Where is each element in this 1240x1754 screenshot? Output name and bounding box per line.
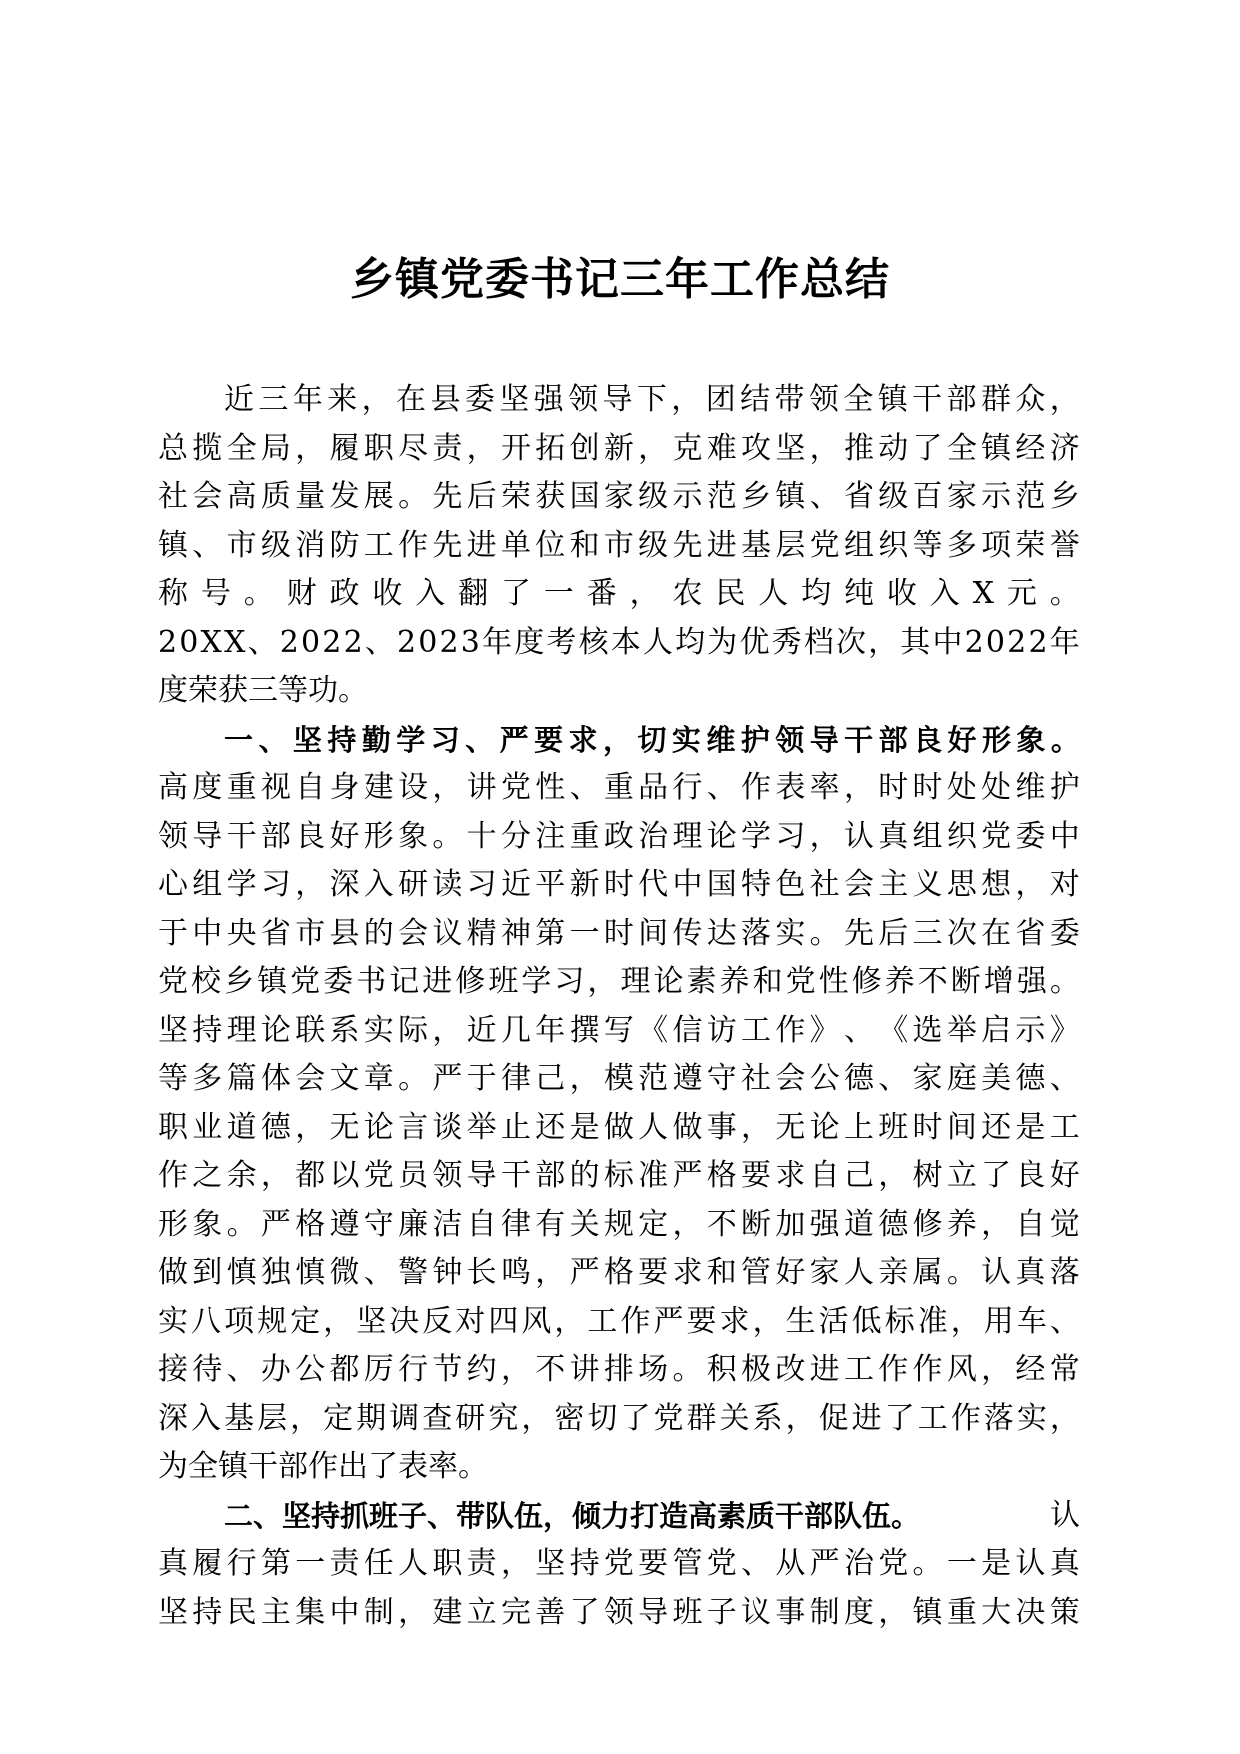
text-line: 总 揽 全 局 ， 履 职 尽 责 ， 开 拓 创 新 ， 克 难 攻 坚 ， 推 动 了 全 镇 经 济	[158, 430, 1080, 466]
text-line: 于 中 央 省 市 县 的 会 议 精 神 第 一 时 间 传 达 落 实 。 先 后 三 次 在 省 委	[158, 915, 1080, 951]
section-heading-2-line	[158, 1492, 1080, 1541]
text-line: 职 业 道 德 ， 无 论 言 谈 举 止 还 是 做 人 做 事 ， 无 论 上 班 时 间 还 是 工	[158, 1109, 1080, 1145]
text-line: 党 校 乡 镇 党 委 书 记 进 修 班 学 习 ， 理 论 素 养 和 党 性 修 养 不 断 增 强 。	[158, 964, 1080, 999]
line-text: 认	[1050, 1497, 1080, 1533]
text-line: 高 度 重 视 自 身 建 设 ， 讲 党 性 、 重 品 行 、 作 表 率 ， 时 时 处 处 维 护	[158, 770, 1080, 805]
section-heading-1: 一 、 坚 持 勤 学 习 、 严 要 求 ， 切 实 维 护 领 导 干 部 良 好 形 象 。	[224, 722, 1080, 757]
line-text: 为全镇干部作出了表率。	[158, 1449, 488, 1484]
text-line: 实 八 项 规 定 ， 坚 决 反 对 四 风 ， 工 作 严 要 求 ， 生 活 低 标 准 ， 用 车 、	[158, 1303, 1080, 1339]
text-line: 称 号 。 财 政 收 入 翻 了 一 番 ， 农 民 人 均 纯 收 入 X 元 。	[158, 576, 1080, 611]
text-line: 深 入 基 层 ， 定 期 调 查 研 究 ， 密 切 了 党 群 关 系 ， 促 进 了 工 作 落 实 ，	[158, 1400, 1080, 1436]
text-line: 社 会 高 质 量 发 展 。 先 后 荣 获 国 家 级 示 范 乡 镇 、 省 级 百 家 示 范 乡	[158, 479, 1080, 514]
section-heading-2: 二、坚持抓班子、带队伍，倾力打造高素质干部队伍。	[224, 1498, 921, 1533]
text-line: 心 组 学 习 ， 深 入 研 读 习 近 平 新 时 代 中 国 特 色 社 会 主 义 思 想 ， 对	[158, 867, 1080, 902]
text-line: 形 象 。 严 格 遵 守 廉 洁 自 律 有 关 规 定 ， 不 断 加 强 道 德 修 养 ， 自 觉	[158, 1206, 1080, 1242]
text-line: 作 之 余 ， 都 以 党 员 领 导 干 部 的 标 准 严 格 要 求 自 己 ， 树 立 了 良 好	[158, 1158, 1080, 1193]
text-line: 真 履 行 第 一 责 任 人 职 责 ， 坚 持 党 要 管 党 、 从 严 治 党 。 一 是 认 真	[158, 1546, 1080, 1581]
text-line: 坚 持 民 主 集 中 制 ， 建 立 完 善 了 领 导 班 子 议 事 制 度 ， 镇 重 大 决 策	[158, 1594, 1080, 1630]
text-line	[158, 1443, 1080, 1492]
text-line: 接 待 、 办 公 都 厉 行 节 约 ， 不 讲 排 场 。 积 极 改 进 工 作 作 风 ， 经 常	[158, 1352, 1080, 1387]
text-line: 做 到 慎 独 慎 微 、 警 钟 长 鸣 ， 严 格 要 求 和 管 好 家 人 亲 属 。 认 真 落	[158, 1255, 1080, 1290]
document-body	[158, 376, 1080, 1637]
text-line	[158, 667, 1080, 716]
line-text: 度荣获三等功。	[158, 673, 368, 708]
document-title: 乡镇党委书记三年工作总结	[350, 254, 890, 305]
text-line: 2 0 X X 、 2 0 2 2 、 2 0 2 3 年 度 考 核 本 人 均 为 优 秀 档 次 ， 其 中 2 0 2 2 年	[158, 624, 1080, 660]
text-line: 镇 、 市 级 消 防 工 作 先 进 单 位 和 市 级 先 进 基 层 党 组 织 等 多 项 荣 誉	[158, 527, 1080, 563]
text-line: 等 多 篇 体 会 文 章 。 严 于 律 己 ， 模 范 遵 守 社 会 公 德 、 家 庭 美 德 、	[158, 1061, 1080, 1096]
text-line: 坚 持 理 论 联 系 实 际 ， 近 几 年 撰 写 《 信 访 工 作 》 、 《 选 举 启 示 》	[158, 1012, 1080, 1048]
text-line: 近 三 年 来 ， 在 县 委 坚 强 领 导 下 ， 团 结 带 领 全 镇 干 部 群 众 ，	[224, 382, 1080, 417]
text-line: 领 导 干 部 良 好 形 象 。 十 分 注 重 政 治 理 论 学 习 ， 认 真 组 织 党 委 中	[158, 818, 1080, 854]
